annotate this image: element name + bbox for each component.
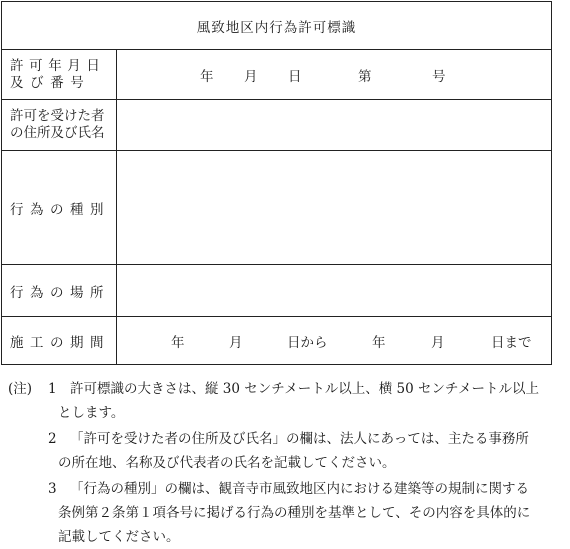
label-action-place: 行為の場所 xyxy=(2,265,117,316)
note-1-line-2: とします。 xyxy=(58,405,125,421)
row-permit-date-number xyxy=(2,50,551,100)
label-permittee-line2: の住所及び氏名 xyxy=(10,125,105,141)
form-title xyxy=(2,2,551,50)
note-3-line-3: 記載してください。 xyxy=(58,529,180,545)
permit-sign-form xyxy=(1,1,552,365)
note-3-line-2: 条例第２条第１項各号に掲げる行為の種別を基準として、その内容を具体的に xyxy=(58,505,531,521)
label-permit-date-line2: 及び番号 xyxy=(10,74,91,91)
note-1-line-1: 許可標識の大きさは、縦 30 センチメートル以上、横 50 センチメートル以上 xyxy=(70,381,539,397)
period-year-to-text: 年 xyxy=(372,334,386,351)
period-month-from-text: 月 xyxy=(229,334,243,351)
label-permit-date-line1: 許可年月日 xyxy=(10,57,106,74)
label-permittee xyxy=(2,100,117,150)
row-action-place xyxy=(2,265,551,317)
row-action-type xyxy=(2,151,551,265)
form-title-text: 風致地区内行為許可標識 xyxy=(196,19,357,36)
permit-month-text: 月 xyxy=(244,68,258,85)
value-construction-period xyxy=(117,317,551,364)
value-permit-date-number xyxy=(117,50,551,99)
period-day-from-text: 日から xyxy=(287,334,328,351)
label-permittee-line1: 許可を受けた者 xyxy=(10,108,105,124)
note-2-line-1: 「許可を受けた者の住所及び氏名」の欄は、法人にあっては、主たる事務所 xyxy=(70,431,529,447)
row-permittee xyxy=(2,100,551,151)
value-action-type xyxy=(117,151,551,264)
note-2-number: 2 xyxy=(48,431,57,447)
value-action-place xyxy=(117,265,551,316)
permit-dai-text: 第 xyxy=(358,68,372,85)
notes-heading: (注) xyxy=(8,381,33,397)
permit-day-text: 日 xyxy=(288,68,302,85)
note-3-line-1: 「行為の種別」の欄は、観音寺市風致地区内における建築等の規制に関する xyxy=(70,481,529,497)
note-3-number: 3 xyxy=(48,481,57,497)
label-permit-date-number xyxy=(2,50,117,99)
label-action-type: 行為の種別 xyxy=(2,151,117,264)
row-construction-period xyxy=(2,317,551,364)
note-1-number: 1 xyxy=(48,381,57,397)
value-permittee xyxy=(117,100,551,150)
note-2-line-2: の所在地、名称及び代表者の氏名を記載してください。 xyxy=(58,455,396,471)
permit-go-text: 号 xyxy=(432,68,446,85)
permit-year-text: 年 xyxy=(200,68,214,85)
period-month-to-text: 月 xyxy=(431,334,445,351)
period-day-to-text: 日まで xyxy=(491,334,532,351)
label-construction-period: 施工の期間 xyxy=(2,317,117,364)
period-year-from-text: 年 xyxy=(171,334,185,351)
